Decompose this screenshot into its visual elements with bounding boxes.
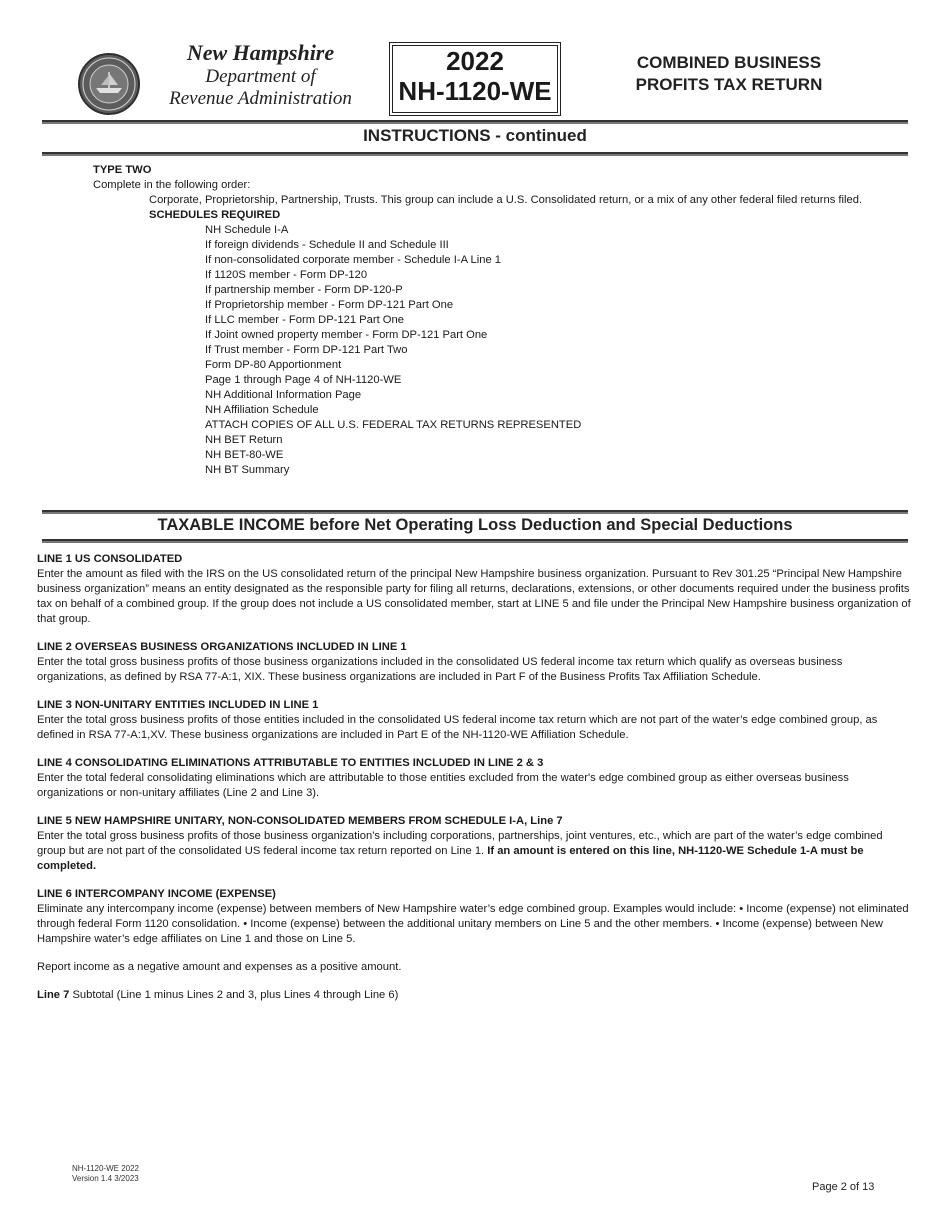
list-item: If partnership member - Form DP-120-P [205,284,403,296]
footer-version: Version 1.4 3/2023 [72,1174,139,1183]
form-title-line-1: COMBINED BUSINESS [636,53,822,72]
line-5-body: Enter the total gross business profits of those business organization's including corporations, partnerships, joint ventures, etc., which are part of the water’s edge combined group but are not part of the consolidated US federal income tax return reported on Line 1. [37,830,883,857]
line-5-block [37,814,912,874]
schedules-heading: SCHEDULES REQUIRED [149,209,281,221]
line-instructions [37,552,912,1016]
line-6-block [37,887,912,947]
form-number: NH-1120-WE [398,76,552,106]
line-4-title: LINE 4 CONSOLIDATING ELIMINATIONS ATTRIBUTABLE TO ENTITIES INCLUDED IN LINE 2 & 3 [37,757,544,769]
list-item: NH BET-80-WE [205,449,284,461]
line-2-title: LINE 2 OVERSEAS BUSINESS ORGANIZATIONS INCLUDED IN LINE 1 [37,641,407,653]
line-6-note: Report income as a negative amount and expenses as a positive amount. [37,961,402,973]
line-1-text: Enter the amount as filed with the IRS on the US consolidated return of the principal New Hampshire business organization. Pursuant to Rev 301.25 “Principal New Hampshire business organization” means an entity designated as the responsible party for filing all returns, declarations, extensions, or other documents required under the business profits tax on behalf of a combined group. If the group does not include a US consolidated member, start at LINE 5 and file under the Principal New Hampshire business organization of that group. [37,568,911,625]
list-item: NH BET Return [205,434,283,446]
list-item: NH Affiliation Schedule [205,404,319,416]
list-item: If Joint owned property member - Form DP-121 Part One [205,329,488,341]
taxable-divider-bottom [42,539,908,543]
type-two-section [93,163,913,478]
list-item: ATTACH COPIES OF ALL U.S. FEDERAL TAX RETURNS REPRESENTED [205,419,582,431]
department-line-2: Revenue Administration [169,88,352,109]
type-two-intro: Complete in the following order: [93,179,251,191]
line-6-text: Eliminate any intercompany income (expense) between members of New Hampshire water’s edge combined group. Examples would include: • Income (expense) not eliminated through federal Form 1120 consolidation. • Income (expense) between the additional unitary members on Line 5 and the other members. • Income (expense) between New Hampshire water’s edge affiliates on Line 1 and those on Line 5. [37,903,909,945]
line-5-requirement: If an amount is entered on this line, NH-1120-WE Schedule 1-A must be completed. [37,845,864,872]
list-item: If Proprietorship member - Form DP-121 Part One [205,299,454,311]
taxable-divider-top [42,510,908,514]
line-2-text: Enter the total gross business profits of those business organizations included in the consolidated US federal income tax return which qualify as overseas business organizations, as defined by RSA 77-A:1, XIX. These business organizations are included in Part F of the Business Profits Tax Affiliation Schedule. [37,656,843,683]
state-name: New Hampshire [186,40,335,65]
line-1-block [37,552,912,627]
line-5-text [37,829,912,874]
line-3-text: Enter the total gross business profits of those entities included in the consolidated US federal income tax return which are not part of the water’s edge combined group, as defined in RSA 77-A:1,XV. These business organizations are included in Part E of the NH-1120-WE Affiliation Schedule. [37,714,878,741]
list-item: NH Additional Information Page [205,389,362,401]
line-7-label: Line 7 [37,989,70,1001]
list-item: Page 1 through Page 4 of NH-1120-WE [205,374,402,386]
line-1-title: LINE 1 US CONSOLIDATED [37,553,183,565]
list-item: NH Schedule I-A [205,224,289,236]
list-item: If non-consolidated corporate member - Schedule I-A Line 1 [205,254,502,266]
line-2-block [37,640,912,685]
taxable-income-heading: TAXABLE INCOME before Net Operating Loss Deduction and Special Deductions [157,516,793,534]
line-6-title: LINE 6 INTERCOMPANY INCOME (EXPENSE) [37,888,276,900]
state-seal-icon [78,53,140,115]
line-4-block [37,756,912,801]
line-4-text: Enter the total federal consolidating eliminations which are attributable to those entities excluded from the water's edge combined group as either overseas business organizations or non-unitary affiliates (Line 2 and Line 3). [37,772,849,799]
form-version-info [72,1164,139,1184]
list-item: If Trust member - Form DP-121 Part Two [205,344,408,356]
line-7-text: Subtotal (Line 1 minus Lines 2 and 3, plus Lines 4 through Line 6) [72,989,399,1001]
group-description: Corporate, Proprietorship, Partnership, Trusts. This group can include a U.S. Consolidated return, or a mix of any other federal filed returns filed. [149,194,863,206]
list-item: If foreign dividends - Schedule II and Schedule III [205,239,449,251]
list-item: If 1120S member - Form DP-120 [205,269,368,281]
type-two-heading: TYPE TWO [93,164,152,176]
line-7-block [37,988,912,1003]
instructions-divider [42,152,908,156]
line-5-title: LINE 5 NEW HAMPSHIRE UNITARY, NON-CONSOLIDATED MEMBERS FROM SCHEDULE I-A, Line 7 [37,815,563,827]
footer-form-id: NH-1120-WE 2022 [72,1164,139,1173]
list-item: Form DP-80 Apportionment [205,359,342,371]
header-divider [42,120,908,124]
instructions-heading: INSTRUCTIONS - continued [363,126,587,145]
page-number: Page 2 of 13 [812,1181,875,1193]
form-title [610,52,848,96]
list-item: If LLC member - Form DP-121 Part One [205,314,404,326]
form-id-box [389,42,561,116]
agency-name [148,40,373,110]
tax-year: 2022 [446,46,504,76]
department-line-1: Department of [205,66,316,87]
list-item: NH BT Summary [205,464,290,476]
line-3-block [37,698,912,743]
line-3-title: LINE 3 NON-UNITARY ENTITIES INCLUDED IN LINE 1 [37,699,319,711]
schedule-list [93,223,913,478]
form-title-line-2: PROFITS TAX RETURN [635,75,823,94]
